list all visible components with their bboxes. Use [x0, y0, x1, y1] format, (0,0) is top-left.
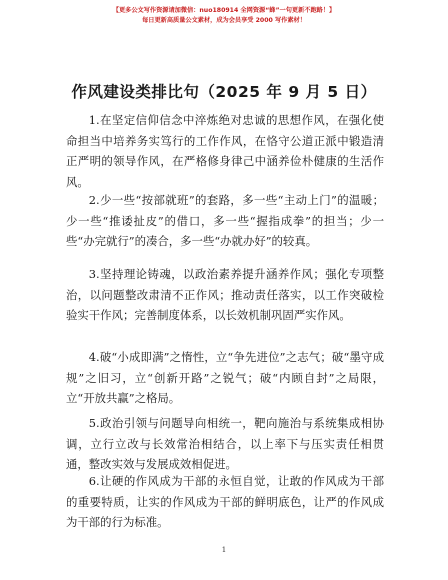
document-title: 作风建设类排比句（2025 年 9 月 5 日） — [71, 83, 377, 101]
paragraph-6: 6.让硬的作风成为干部的永恒自觉，让敢的作风成为干部的重要特质，让实的作风成为干部的鲜明底色，让严的作风成为干部的行为标准。 — [66, 474, 384, 530]
paragraph-3: 3.坚持理论铸魂，以政治素养提升涵养作风；强化专项整治，以问题整改肃清不正作风；推动责任落实，以工作突破检验实干作风；完善制度体系，以长效机制巩固严实作风。 — [66, 267, 384, 323]
paragraph-2: 2.少一些“按部就班”的套路，多一些“主动上门”的温暖；少一些“推诿扯皮”的借口，多一些“握指成拳”的担当；少一些“办完就行”的凑合，多一些“办就办好”的较真。 — [66, 193, 384, 249]
paragraph-4: 4.破“小成即满”之惰性，立“争先进位”之志气；破“墨守成规”之旧习，立“创新开路”之锐气；破“内顾自封”之局限，立“开放共赢”之格局。 — [66, 350, 384, 406]
promo-banner-line-2: 每日更新高质量公文素材，成为会员享受 2000 写作素材！ — [142, 17, 306, 24]
promo-banner — [0, 6, 448, 26]
paragraph-5: 5.政治引领与问题导向相统一，靶向施治与系统集成相协调，立行立改与长效常治相结合，以上率下与压实责任相贯通，整改实效与发展成效相促进。 — [66, 416, 384, 472]
paragraph-1: 1.在坚定信仰信念中淬炼绝对忠诚的思想作风，在强化使命担当中培养务实笃行的工作作风，在恪守公道正派中锻造清正严明的领导作风，在严格修身律己中涵养俭朴健康的生活作风。 — [66, 113, 384, 189]
page-number: 1 — [221, 546, 227, 554]
promo-banner-line-1: 【更多公文写作资源请加微信：nuo180914 全网资源“蜂”一句更新不跑路！】 — [112, 7, 336, 14]
